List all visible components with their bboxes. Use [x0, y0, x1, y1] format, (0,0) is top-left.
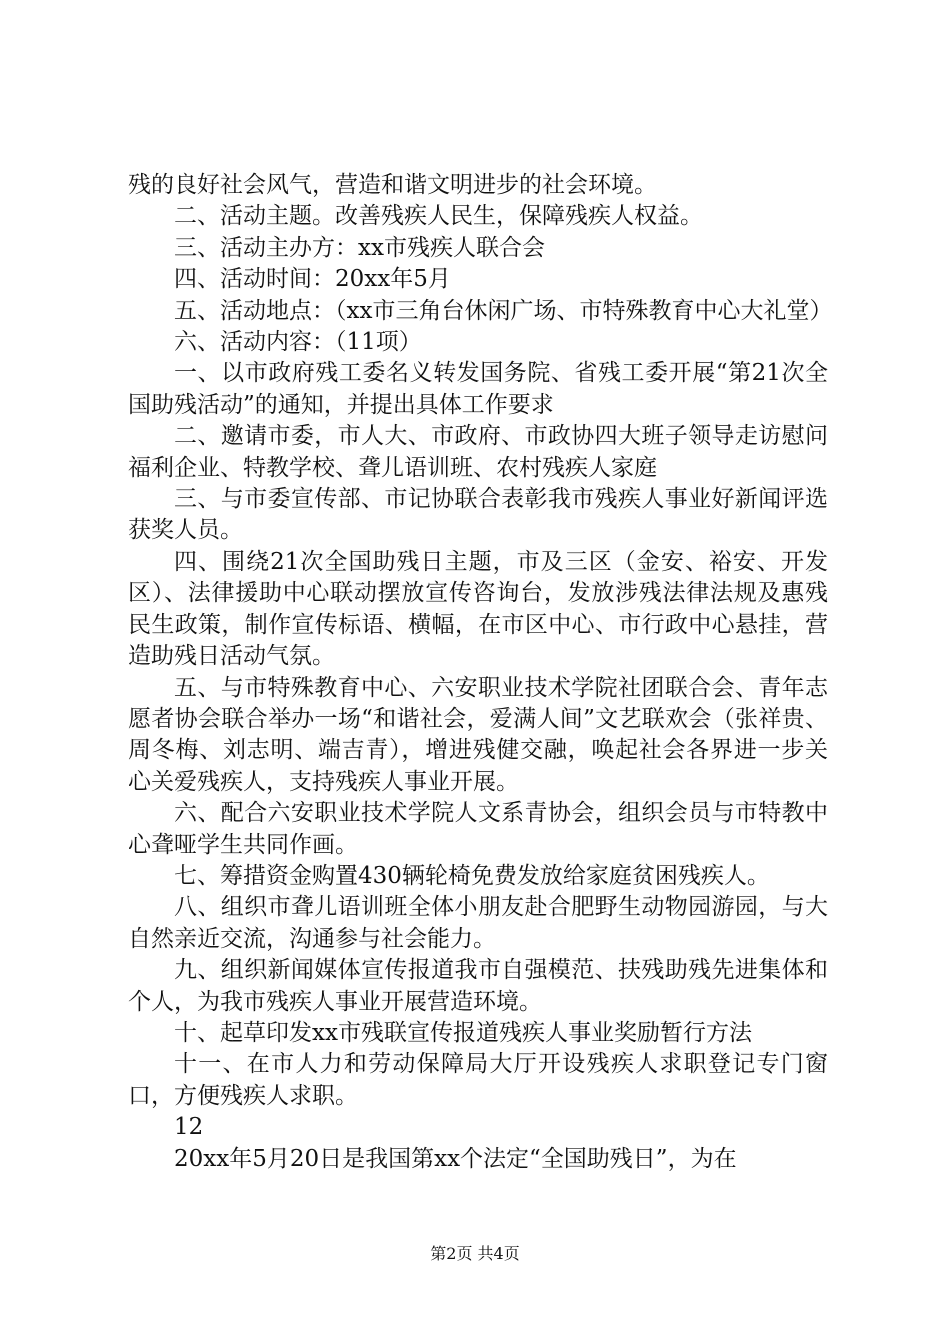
paragraph: 六、活动内容：（11项） [174, 329, 422, 356]
paragraph: 八、组织市聋儿语训班全体小朋友赴合肥野生动物园游园，与大自然亲近交流，沟通参与社会能力。 [128, 894, 828, 952]
paragraph: 残的良好社会风气，营造和谐文明进步的社会环境。 [128, 172, 657, 198]
paragraph: 一、以市政府残工委名义转发国务院、省残工委开展“第21次全国助残活动”的通知，并提出具体工作要求 [128, 360, 828, 418]
paragraph: 四、活动时间：20xx年5月 [174, 266, 451, 293]
paragraph: 三、活动主办方：xx市残疾人联合会 [174, 234, 545, 261]
paragraph: 六、配合六安职业技术学院人文系青协会，组织会员与市特教中心聋哑学生共同作画。 [128, 800, 828, 858]
paragraph: 五、活动地点：（xx市三角台休闲广场、市特殊教育中心大礼堂） [174, 297, 833, 324]
paragraph: 二、邀请市委，市人大、市政府、市政协四大班子领导走访慰问福利企业、特教学校、聋儿语训班、农村残疾人家庭 [128, 423, 828, 481]
paragraph: 九、组织新闻媒体宣传报道我市自强模范、扶残助残先进集体和个人，为我市残疾人事业开展营造环境。 [128, 957, 828, 1015]
paragraph: 十一、在市人力和劳动保障局大厅开设残疾人求职登记专门窗口，方便残疾人求职。 [128, 1051, 828, 1109]
document-body [128, 170, 833, 1175]
paragraph: 四、围绕21次全国助残日主题，市及三区（金安、裕安、开发区）、法律援助中心联动摆放宣传咨询台，发放涉残法律法规及惠残民生政策，制作宣传标语、横幅，在市区中心、市行政中心悬挂，营造助残日活动气氛。 [128, 548, 828, 670]
paragraph: 七、筹措资金购置430辆轮椅免费发放给家庭贫困残疾人。 [174, 862, 770, 889]
paragraph: 12 [174, 1114, 204, 1141]
paragraph: 三、与市委宣传部、市记协联合表彰我市残疾人事业好新闻评选获奖人员。 [128, 486, 828, 544]
paragraph: 二、活动主题。改善残疾人民生，保障残疾人权益。 [174, 203, 703, 230]
paragraph: 十、起草印发xx市残联宣传报道残疾人事业奖励暂行方法 [174, 1019, 752, 1046]
paragraph: 20xx年5月20日是我国第xx个法定“全国助残日”，为在 [174, 1145, 737, 1172]
page-footer: 第2页 共4页 [430, 1244, 520, 1263]
paragraph: 五、与市特殊教育中心、六安职业技术学院社团联合会、青年志愿者协会联合举办一场“和谐社会，爱满人间”文艺联欢会（张祥贵、周冬梅、刘志明、端吉青），增进残健交融，唤起社会各界进一步关心关爱残疾人，支持残疾人事业开展。 [128, 674, 828, 795]
